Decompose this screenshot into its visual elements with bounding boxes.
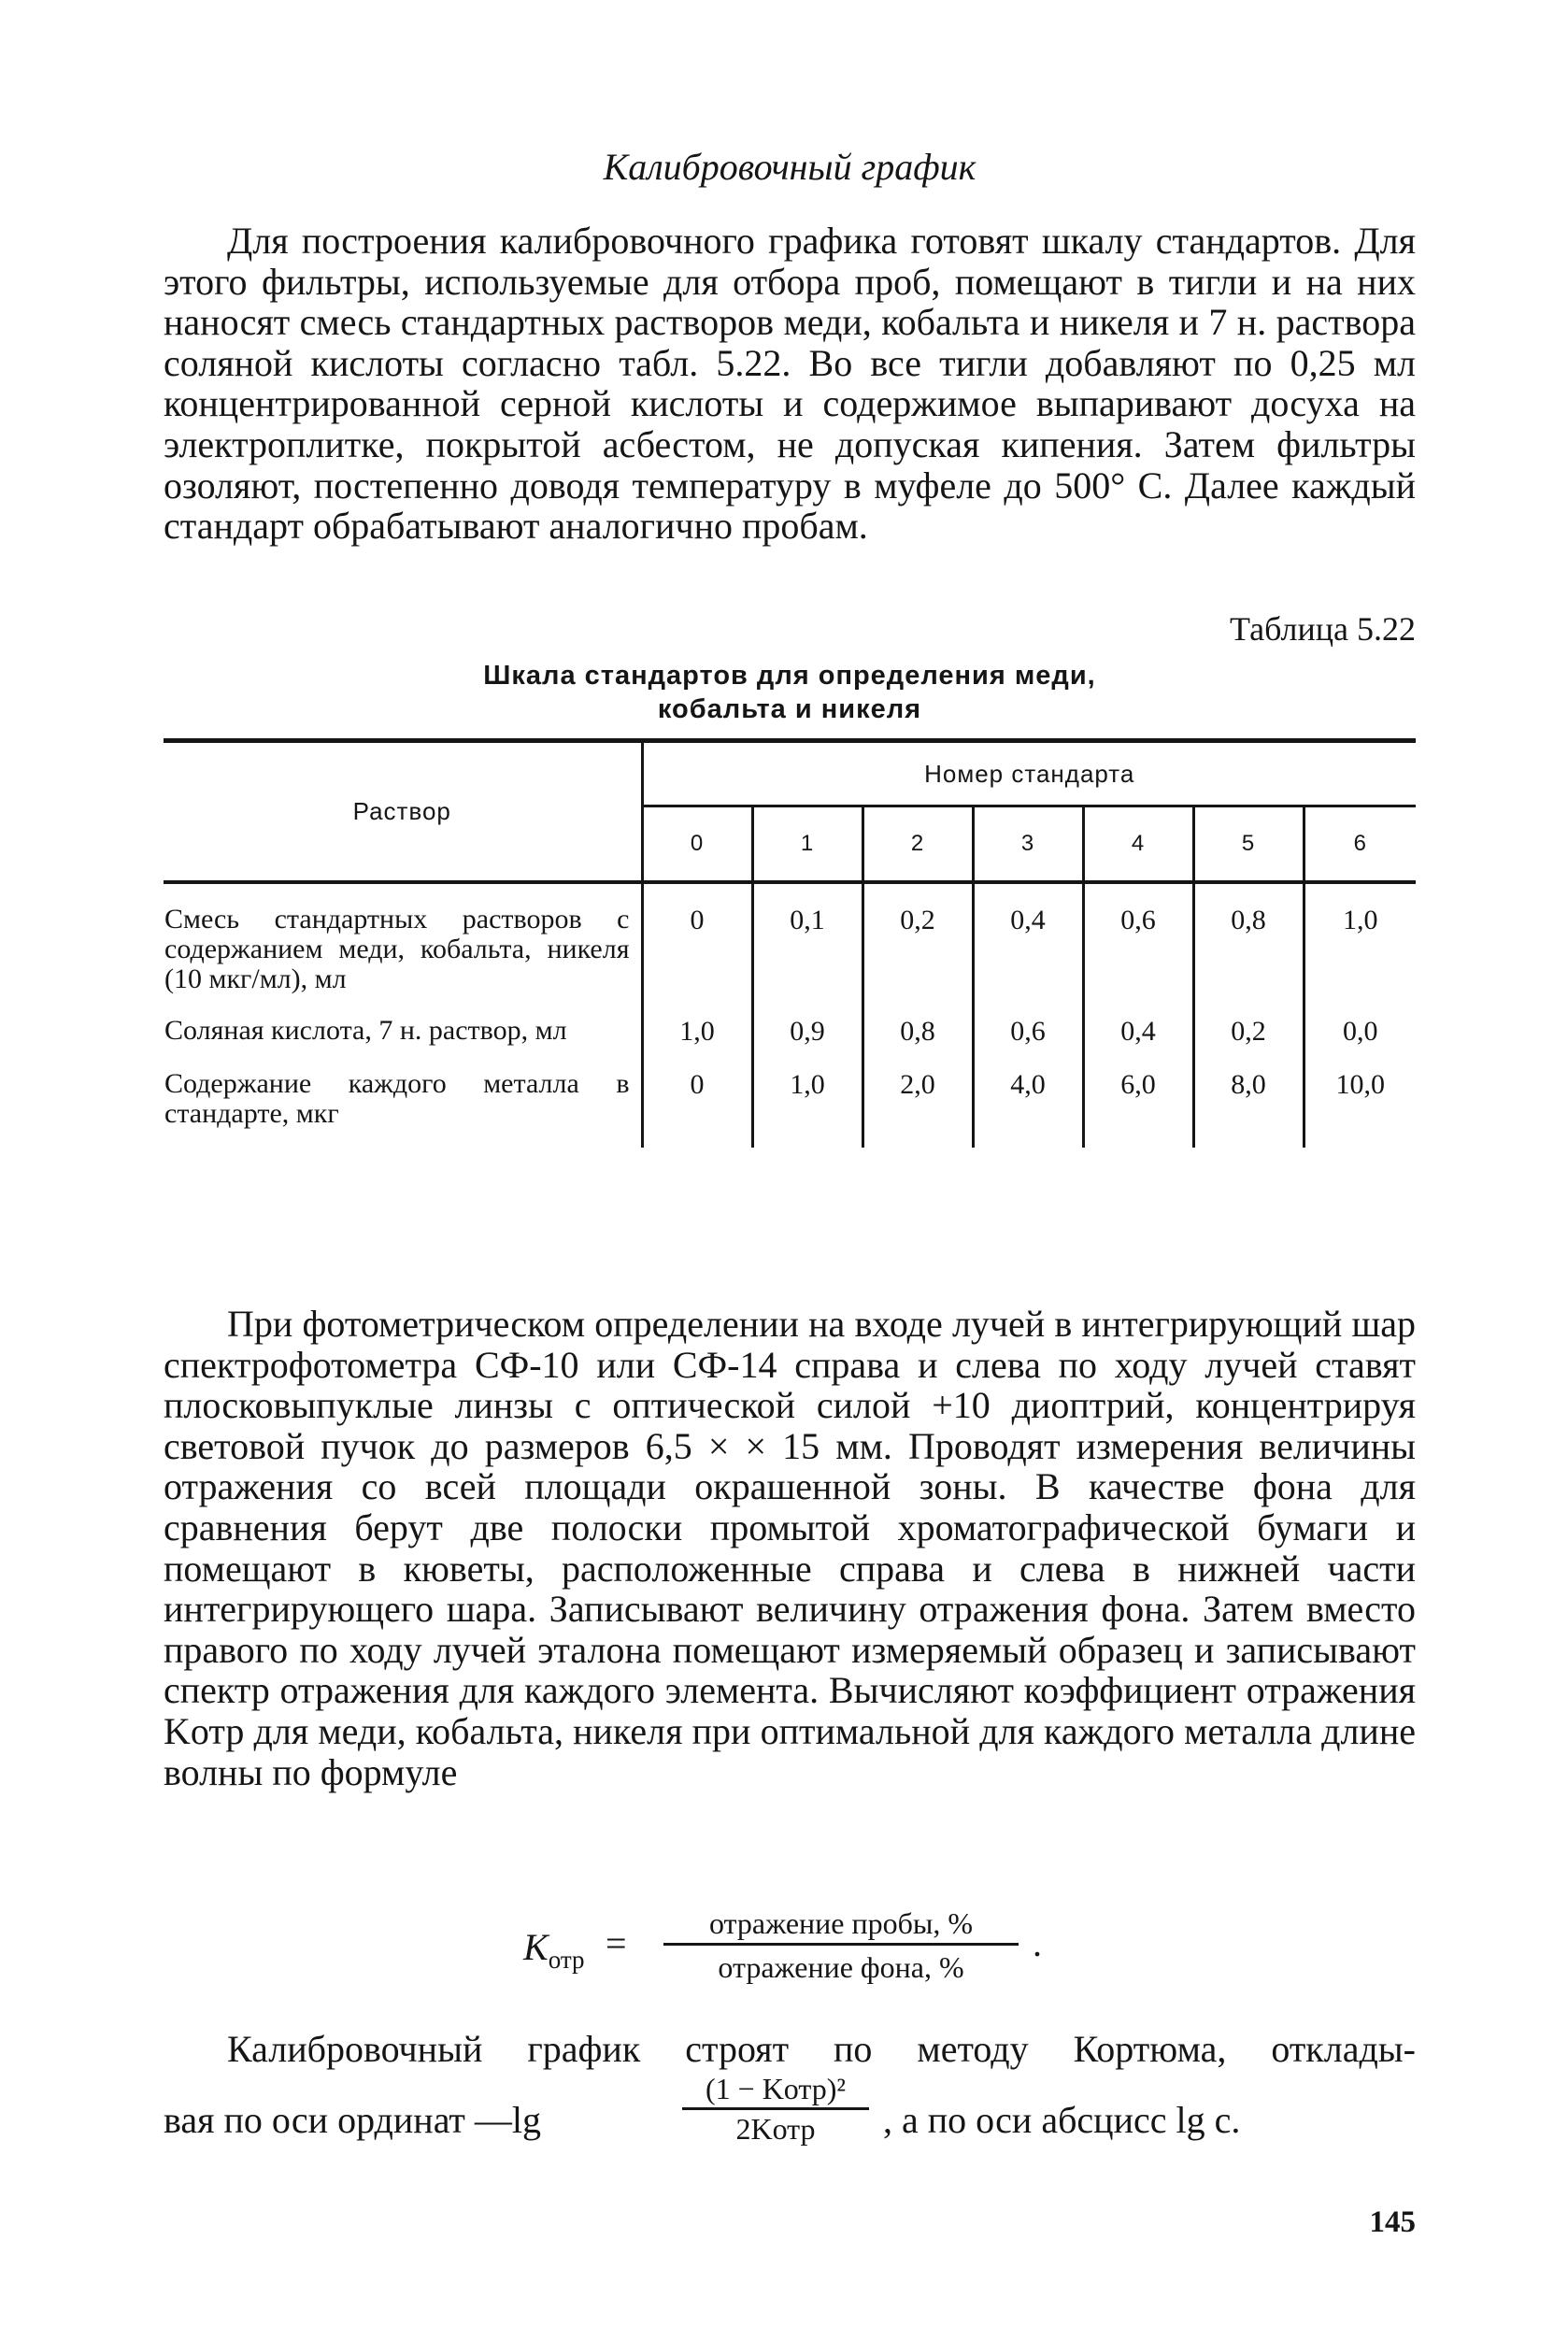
section-title: Калибровочный график xyxy=(603,146,976,188)
kortum-fraction xyxy=(682,2070,869,2147)
table-cell: 10,0 xyxy=(1335,1069,1385,1100)
header-standard-number: Номер стандарта xyxy=(642,743,1416,806)
table-cell: 0,6 xyxy=(973,995,1083,1049)
kortum-numerator: (1 − Kотр)² xyxy=(682,2070,869,2110)
paragraph-calibration xyxy=(164,2028,1416,2154)
table-number: Таблица 5.22 xyxy=(1230,610,1416,648)
table-cell: 8,0 xyxy=(1193,1049,1304,1148)
paragraph-photometry: При фотометрическом определении на входе лучей в интегрирующий шар спектрофотометра СФ-10 или СФ-14 справа и слева по ходу лучей ставят плосковыпуклые линзы с оптической силой +10 диоптрий, концентрируя световой пучок до размеров 6,5 × × 15 мм. Проводят измерения величины отражения со всей площади окрашенной зоны. В качестве фона для сравнения берут две полоски промытой хроматографической бумаги и помещают в кюветы, расположенные справа и слева в нижней части интегрирующего шара. Записывают величину отражения фона. Затем вместо правого по ходу лучей эталона помещают измеряемый образец и записывают спектр отражения для каждого элемента. Вычисляют коэффициент отражения Kотр для меди, кобальта, никеля при оптимальной для каждого металла длине волны по формуле xyxy=(164,1303,1416,1793)
table-cell: 0,0 xyxy=(1343,1016,1378,1047)
table-caption xyxy=(164,659,1416,726)
formula-equals: = xyxy=(606,1922,627,1964)
table-cell: 0 xyxy=(642,882,752,995)
calibration-line-2 xyxy=(164,2070,1416,2154)
table-cell: 0,9 xyxy=(752,995,862,1049)
row-label: Смесь стандартных растворов с содержанием меди, кобальта, никеля (10 мкг/мл), мл xyxy=(164,882,642,995)
table-cell: 0,2 xyxy=(1193,995,1304,1049)
formula-numerator: отражение пробы, % xyxy=(663,1906,1019,1946)
table-cell: 0,1 xyxy=(752,882,862,995)
table-cell: 0,6 xyxy=(1083,882,1193,995)
calibration-line-1: Калибровочный график строят по методу Кортюма, отклады- xyxy=(227,2028,1416,2070)
table-row xyxy=(164,995,1416,1049)
formula-denominator: отражение фона, % xyxy=(718,1950,964,1984)
row-label: Содержание каждого металла в стандарте, мкг xyxy=(164,1049,642,1148)
row-label: Соляная кислота, 7 н. раствор, мл xyxy=(164,995,642,1049)
calibration-text-before: вая по оси ординат —lg xyxy=(164,2099,542,2141)
table-cell: 6,0 xyxy=(1083,1049,1193,1148)
header-solution: Раствор xyxy=(164,743,642,882)
standard-number-2: 2 xyxy=(862,806,973,883)
calibration-text-after: , а по оси абсцисс lg c. xyxy=(883,2099,1241,2141)
standard-number-3: 3 xyxy=(973,806,1083,883)
formula-lhs xyxy=(523,1925,584,1975)
kortum-denominator: 2Kотр xyxy=(735,2112,816,2146)
standard-number-5: 5 xyxy=(1193,806,1304,883)
table-cell: 0 xyxy=(642,1049,752,1148)
table-row xyxy=(164,882,1416,995)
table-cell: 0,2 xyxy=(862,882,973,995)
standards-table xyxy=(164,738,1416,1148)
paragraph-intro: Для построения калибровочного графика готовят шкалу стандартов. Для этого фильтры, используемые для отбора проб, помещают в тигли и на них наносят смесь стандартных растворов меди, кобальта и никеля и 7 н. раствора соляной кислоты согласно табл. 5.22. Во все тигли добавляют по 0,25 мл концентрированной серной кислоты и содержимое выпаривают досуха на электроплитке, покрытой асбестом, не допуская кипения. Затем фильтры озоляют, постепенно доводя температуру в муфеле до 500° С. Далее каждый стандарт обрабатывают аналогично пробам. xyxy=(164,220,1416,548)
table-caption-line-1: Шкала стандартов для определения меди, xyxy=(483,661,1096,691)
table-cell: 1,0 xyxy=(1343,905,1378,935)
table-cell: 0,8 xyxy=(1193,882,1304,995)
reflection-formula xyxy=(523,1906,1103,2009)
table-cell: 1,0 xyxy=(642,995,752,1049)
standard-number-0: 0 xyxy=(642,806,752,883)
table-cell: 0,8 xyxy=(862,995,973,1049)
formula-symbol: K xyxy=(523,1926,549,1968)
page-number: 145 xyxy=(1369,2205,1416,2239)
standard-number-1: 1 xyxy=(752,806,862,883)
formula-subscript: отр xyxy=(548,1946,585,1974)
table-cell: 4,0 xyxy=(973,1049,1083,1148)
table-cell: 1,0 xyxy=(752,1049,862,1148)
standard-number-4: 4 xyxy=(1083,806,1193,883)
formula-end: . xyxy=(1033,1922,1042,1964)
table-cell: 0,4 xyxy=(1083,995,1193,1049)
table-cell: 0,4 xyxy=(973,882,1083,995)
table-cell: 2,0 xyxy=(862,1049,973,1148)
table-row xyxy=(164,1049,1416,1148)
standard-number-6: 6 xyxy=(1304,806,1416,883)
table-caption-line-2: кобальта и никеля xyxy=(657,694,922,724)
